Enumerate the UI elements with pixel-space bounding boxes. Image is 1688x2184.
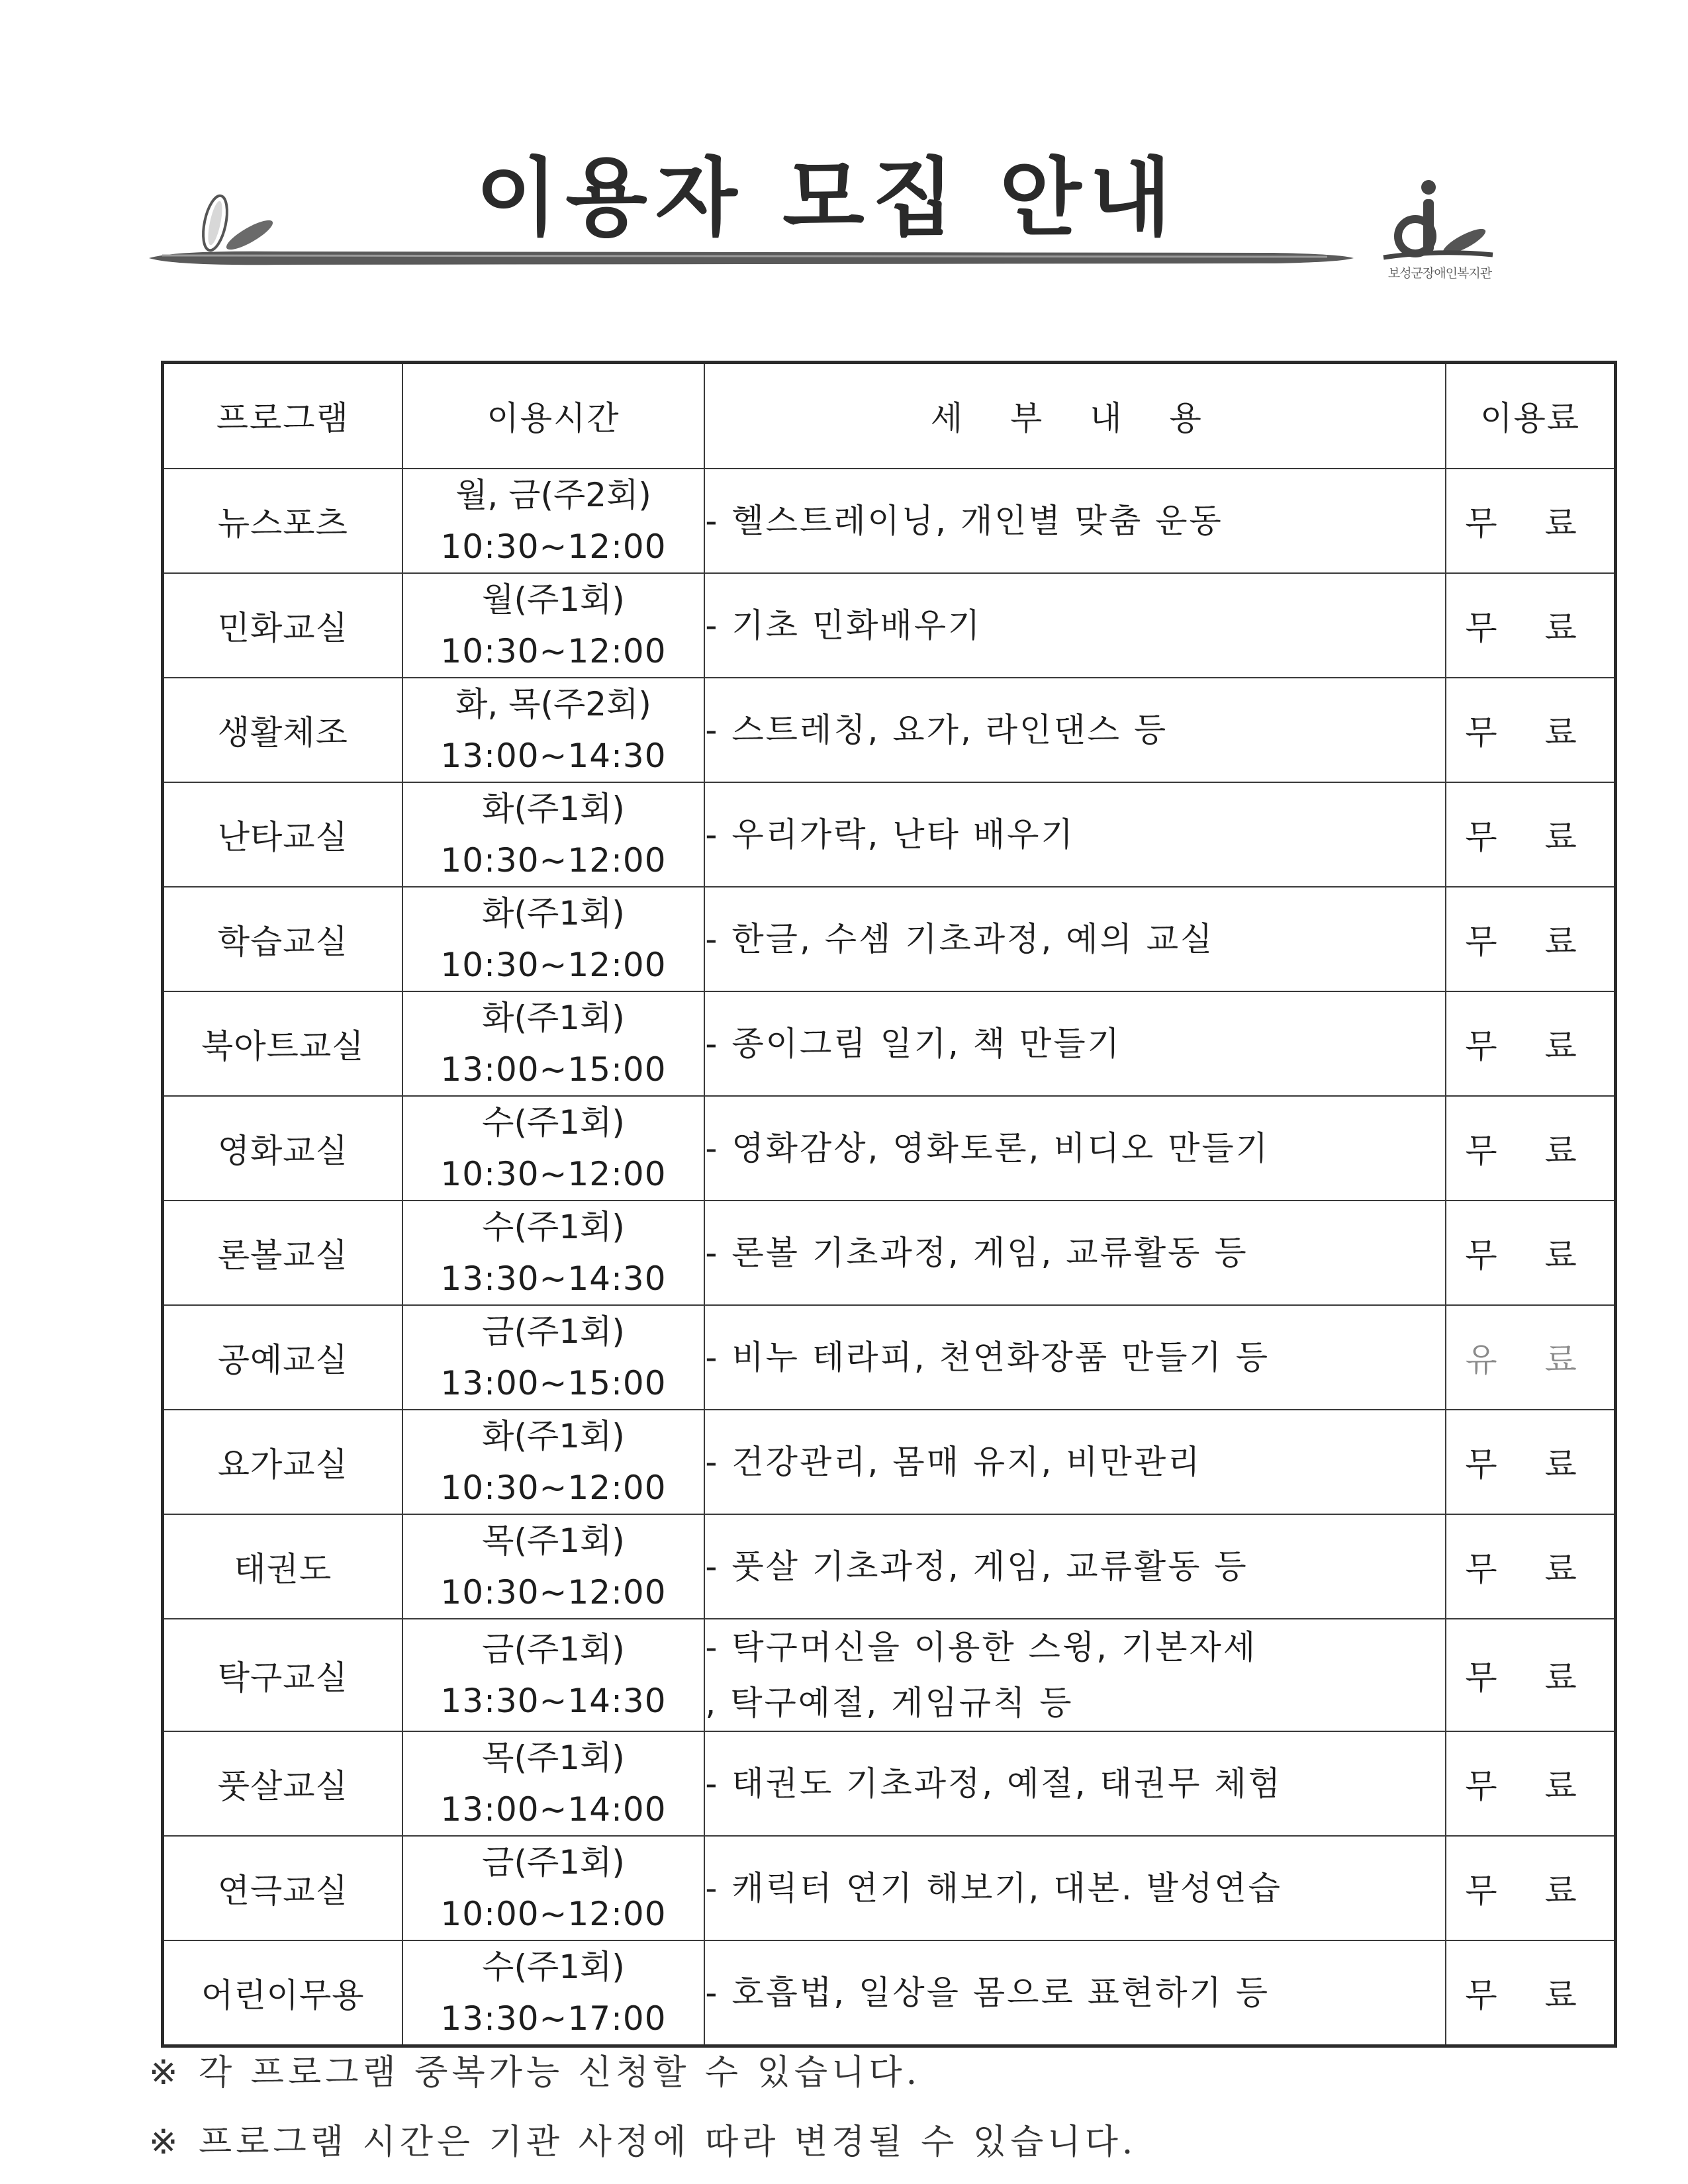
schedule-hours: 10:30~12:00 bbox=[440, 1154, 667, 1193]
program-name: 민화교실 bbox=[163, 573, 402, 678]
schedule-days: 금(주1회) bbox=[482, 1312, 625, 1351]
schedule-hours: 13:00~14:00 bbox=[440, 1790, 667, 1829]
schedule-hours: 13:30~14:30 bbox=[440, 1259, 667, 1298]
program-detail: - 풋살 기초과정, 게임, 교류활동 등 bbox=[704, 1514, 1446, 1619]
schedule-cell bbox=[402, 1305, 705, 1410]
program-name: 뉴스포츠 bbox=[163, 469, 402, 573]
fee-label: 무 료 bbox=[1446, 573, 1615, 678]
program-name: 연극교실 bbox=[163, 1836, 402, 1940]
schedule-hours: 13:00~15:00 bbox=[440, 1050, 667, 1089]
schedule-days: 화(주1회) bbox=[482, 1416, 625, 1455]
schedule-cell bbox=[402, 1619, 705, 1731]
fee-label: 무 료 bbox=[1446, 1836, 1615, 1940]
fee-label: 무 료 bbox=[1446, 1096, 1615, 1201]
program-detail: - 헬스트레이닝, 개인별 맞춤 운동 bbox=[704, 469, 1446, 573]
title-underline bbox=[149, 245, 1354, 271]
schedule-hours: 13:00~14:30 bbox=[440, 736, 667, 775]
program-detail: - 영화감상, 영화토론, 비디오 만들기 bbox=[704, 1096, 1446, 1201]
table-row bbox=[163, 1305, 1616, 1410]
schedule-days: 금(주1회) bbox=[482, 1843, 625, 1882]
table-row bbox=[163, 1836, 1616, 1940]
schedule-cell bbox=[402, 1940, 705, 2046]
table-header-row bbox=[163, 363, 1616, 469]
schedule-days: 화(주1회) bbox=[482, 893, 625, 933]
schedule-hours: 10:00~12:00 bbox=[440, 1894, 667, 1933]
fee-label: 무 료 bbox=[1446, 991, 1615, 1096]
program-name: 풋살교실 bbox=[163, 1731, 402, 1836]
schedule-hours: 10:30~12:00 bbox=[440, 945, 667, 984]
header bbox=[0, 0, 1688, 311]
program-name: 요가교실 bbox=[163, 1410, 402, 1514]
program-detail: - 캐릭터 연기 해보기, 대본. 발성연습 bbox=[704, 1836, 1446, 1940]
table-row bbox=[163, 1731, 1616, 1836]
program-detail: - 우리가락, 난타 배우기 bbox=[704, 782, 1446, 887]
table-row bbox=[163, 469, 1616, 573]
schedule-cell bbox=[402, 573, 705, 678]
header-fee: 이용료 bbox=[1446, 363, 1615, 469]
note-item bbox=[149, 2038, 1539, 2108]
header-detail: 세 부 내 용 bbox=[704, 363, 1446, 469]
table-row bbox=[163, 678, 1616, 782]
schedule-days: 수(주1회) bbox=[482, 1207, 625, 1246]
schedule-hours: 13:30~17:00 bbox=[440, 1999, 667, 2038]
schedule-hours: 13:30~14:30 bbox=[440, 1681, 667, 1720]
table-row bbox=[163, 1201, 1616, 1305]
schedule-days: 금(주1회) bbox=[482, 1629, 625, 1668]
schedule-cell bbox=[402, 678, 705, 782]
schedule-hours: 10:30~12:00 bbox=[440, 1468, 667, 1507]
schedule-cell bbox=[402, 1836, 705, 1940]
schedule-cell bbox=[402, 887, 705, 991]
schedule-days: 화, 목(주2회) bbox=[455, 684, 651, 723]
schedule-days: 화(주1회) bbox=[482, 998, 625, 1037]
schedule-cell bbox=[402, 1096, 705, 1201]
notes bbox=[149, 2038, 1539, 2177]
table-row bbox=[163, 1514, 1616, 1619]
schedule-days: 목(주1회) bbox=[482, 1738, 625, 1777]
program-name: 북아트교실 bbox=[163, 991, 402, 1096]
program-detail: - 론볼 기초과정, 게임, 교류활동 등 bbox=[704, 1201, 1446, 1305]
program-table bbox=[161, 361, 1617, 2048]
reference-mark-icon: ※ bbox=[149, 2053, 182, 2093]
fee-label: 유 료 bbox=[1446, 1305, 1615, 1410]
program-rows bbox=[163, 469, 1616, 2046]
schedule-days: 화(주1회) bbox=[482, 789, 625, 828]
program-detail: - 기초 민화배우기 bbox=[704, 573, 1446, 678]
program-detail: - 탁구머신을 이용한 스윙, 기본자세 , 탁구예절, 게임규칙 등 bbox=[704, 1619, 1446, 1731]
program-detail: - 호흡법, 일상을 몸으로 표현하기 등 bbox=[704, 1940, 1446, 2046]
table-row bbox=[163, 782, 1616, 887]
schedule-hours: 10:30~12:00 bbox=[440, 1572, 667, 1612]
fee-label: 무 료 bbox=[1446, 469, 1615, 573]
schedule-hours: 10:30~12:00 bbox=[440, 527, 667, 566]
schedule-cell bbox=[402, 1201, 705, 1305]
schedule-cell bbox=[402, 1731, 705, 1836]
schedule-hours: 10:30~12:00 bbox=[440, 841, 667, 880]
note-item bbox=[149, 2108, 1539, 2177]
program-name: 탁구교실 bbox=[163, 1619, 402, 1731]
reference-mark-icon: ※ bbox=[149, 2122, 182, 2162]
logo-caption: 보성군장애인복지관 bbox=[1387, 266, 1492, 281]
fee-label: 무 료 bbox=[1446, 1940, 1615, 2046]
header-time: 이용시간 bbox=[402, 363, 705, 469]
schedule-days: 수(주1회) bbox=[482, 1947, 625, 1986]
schedule-cell bbox=[402, 1410, 705, 1514]
table-row bbox=[163, 991, 1616, 1096]
program-detail: - 비누 테라피, 천연화장품 만들기 등 bbox=[704, 1305, 1446, 1410]
program-name: 생활체조 bbox=[163, 678, 402, 782]
schedule-cell bbox=[402, 782, 705, 887]
table-row bbox=[163, 1940, 1616, 2046]
fee-label: 무 료 bbox=[1446, 1201, 1615, 1305]
program-name: 학습교실 bbox=[163, 887, 402, 991]
program-detail: - 스트레칭, 요가, 라인댄스 등 bbox=[704, 678, 1446, 782]
schedule-days: 목(주1회) bbox=[482, 1521, 625, 1560]
schedule-cell bbox=[402, 991, 705, 1096]
fee-label: 무 료 bbox=[1446, 887, 1615, 991]
table-row bbox=[163, 1410, 1616, 1514]
program-name: 론볼교실 bbox=[163, 1201, 402, 1305]
table-row bbox=[163, 1096, 1616, 1201]
program-name: 난타교실 bbox=[163, 782, 402, 887]
program-detail: - 한글, 수셈 기초과정, 예의 교실 bbox=[704, 887, 1446, 991]
fee-label: 무 료 bbox=[1446, 782, 1615, 887]
agency-logo-icon bbox=[1377, 175, 1496, 268]
note-text: 프로그램 시간은 기관 사정에 따라 변경될 수 있습니다. bbox=[199, 2122, 1137, 2162]
fee-label: 무 료 bbox=[1446, 678, 1615, 782]
schedule-days: 월(주1회) bbox=[482, 580, 625, 619]
fee-label: 무 료 bbox=[1446, 1731, 1615, 1836]
program-detail: - 종이그림 일기, 책 만들기 bbox=[704, 991, 1446, 1096]
schedule-cell bbox=[402, 1514, 705, 1619]
table-row bbox=[163, 887, 1616, 991]
program-detail: - 태권도 기초과정, 예절, 태권무 체험 bbox=[704, 1731, 1446, 1836]
fee-label: 무 료 bbox=[1446, 1619, 1615, 1731]
table-row bbox=[163, 1619, 1616, 1731]
fee-label: 무 료 bbox=[1446, 1514, 1615, 1619]
schedule-days: 월, 금(주2회) bbox=[455, 475, 651, 514]
program-name: 영화교실 bbox=[163, 1096, 402, 1201]
schedule-cell bbox=[402, 469, 705, 573]
page-title: 이용자 모집 안내 bbox=[475, 149, 1180, 248]
schedule-days: 수(주1회) bbox=[482, 1103, 625, 1142]
header-program: 프로그램 bbox=[163, 363, 402, 469]
schedule-hours: 10:30~12:00 bbox=[440, 631, 667, 670]
program-name: 공예교실 bbox=[163, 1305, 402, 1410]
program-name: 태권도 bbox=[163, 1514, 402, 1619]
note-text: 각 프로그램 중복가능 신청할 수 있습니다. bbox=[199, 2053, 921, 2093]
fee-label: 무 료 bbox=[1446, 1410, 1615, 1514]
schedule-hours: 13:00~15:00 bbox=[440, 1363, 667, 1402]
program-name: 어린이무용 bbox=[163, 1940, 402, 2046]
program-detail: - 건강관리, 몸매 유지, 비만관리 bbox=[704, 1410, 1446, 1514]
table-row bbox=[163, 573, 1616, 678]
